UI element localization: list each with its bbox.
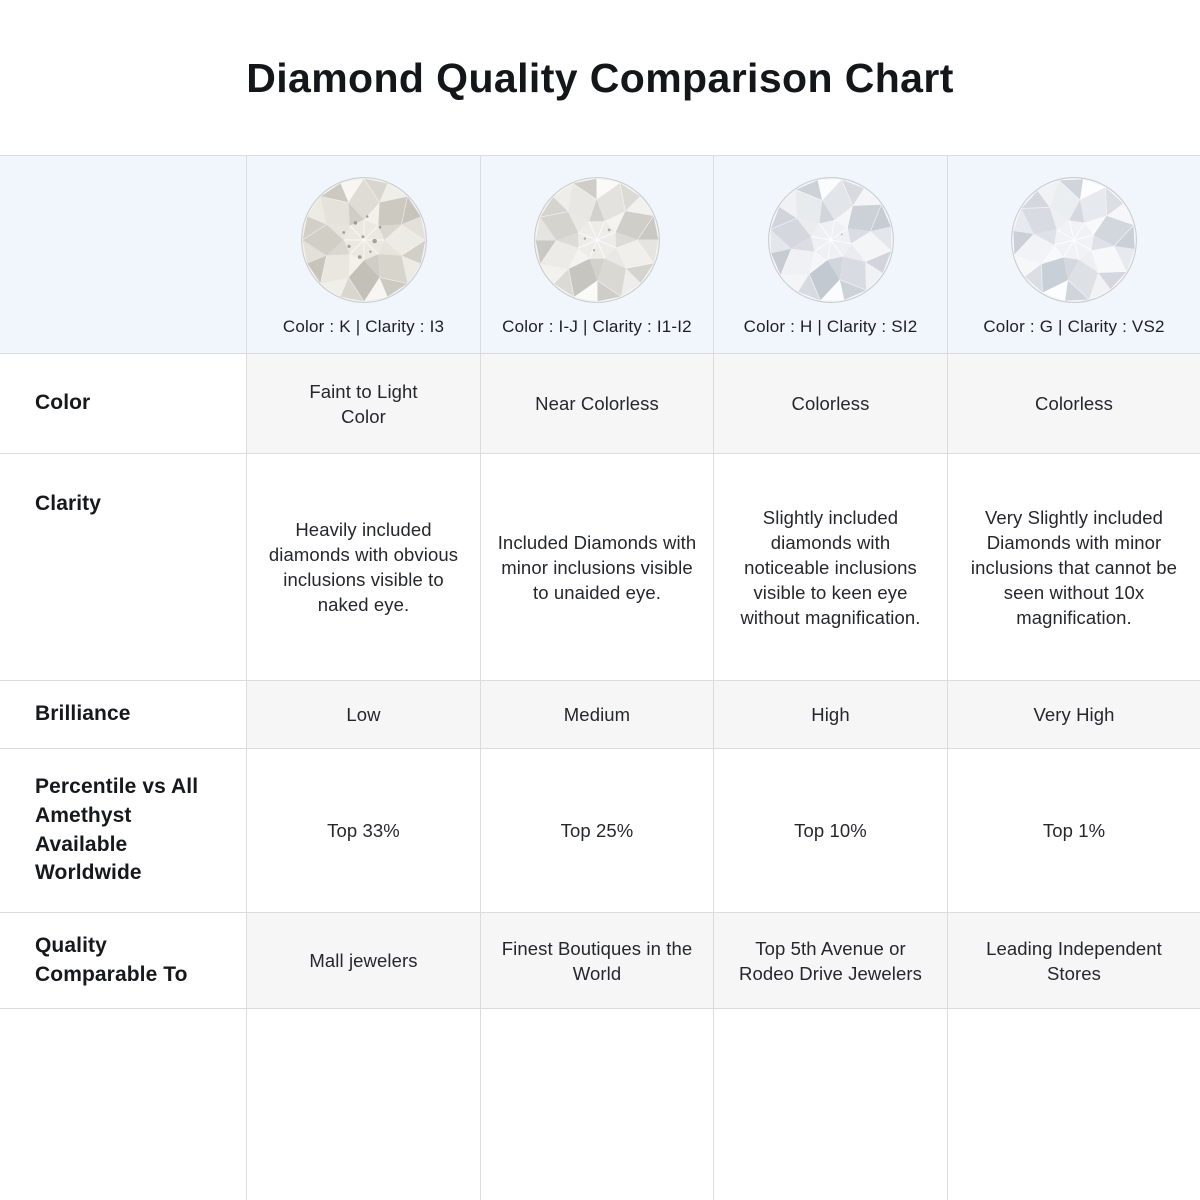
cell-percentile-3: Top 10% [713,748,947,912]
cell-clarity-1: Heavily included diamonds with obvious inclusions visible to naked eye. [246,453,480,680]
empty-row-label-cell [0,1008,246,1200]
column-header-k-i3 [246,155,480,353]
row-label-percentile: Percentile vs All Amethyst Available Worldwide [0,748,246,912]
row-label-clarity: Clarity [0,453,246,680]
column-caption: Color : I-J | Clarity : I1-I2 [502,317,692,336]
column-header-ij-i1i2 [480,155,713,353]
cell-percentile-4: Top 1% [947,748,1200,912]
diamond-photo-icon [767,176,895,304]
cell-brilliance-1: Low [246,680,480,748]
cell-brilliance-4: Very High [947,680,1200,748]
cell-color-2: Near Colorless [480,353,713,453]
cell-color-1: Faint to Light Color [246,353,480,453]
row-label-brilliance: Brilliance [0,680,246,748]
column-caption: Color : H | Clarity : SI2 [743,317,918,336]
cell-color-4: Colorless [947,353,1200,453]
cell-quality-1: Mall jewelers [246,912,480,1008]
diamond-photo-icon [300,176,428,304]
page-title: Diamond Quality Comparison Chart [246,55,954,101]
empty-cell [480,1008,713,1200]
column-caption: Color : K | Clarity : I3 [282,317,445,336]
cell-percentile-2: Top 25% [480,748,713,912]
column-header-h-si2 [713,155,947,353]
cell-brilliance-3: High [713,680,947,748]
column-caption: Color : G | Clarity : VS2 [983,317,1165,336]
comparison-table [0,155,1200,1200]
header-empty-cell [0,155,246,353]
cell-brilliance-2: Medium [480,680,713,748]
cell-percentile-1: Top 33% [246,748,480,912]
cell-clarity-3: Slightly included diamonds with noticeable inclusions visible to keen eye without magnification. [713,453,947,680]
cell-quality-2: Finest Boutiques in the World [480,912,713,1008]
column-header-g-vs2 [947,155,1200,353]
cell-color-3: Colorless [713,353,947,453]
diamond-photo-icon [533,176,661,304]
empty-cell [713,1008,947,1200]
empty-cell [947,1008,1200,1200]
row-label-quality-comparable: Quality Comparable To [0,912,246,1008]
cell-quality-4: Leading Independent Stores [947,912,1200,1008]
row-label-color: Color [0,353,246,453]
cell-clarity-4: Very Slightly included Diamonds with minor inclusions that cannot be seen without 10x magnification. [947,453,1200,680]
cell-quality-3: Top 5th Avenue or Rodeo Drive Jewelers [713,912,947,1008]
diamond-photo-icon [1010,176,1138,304]
empty-cell [246,1008,480,1200]
cell-clarity-2: Included Diamonds with minor inclusions visible to unaided eye. [480,453,713,680]
